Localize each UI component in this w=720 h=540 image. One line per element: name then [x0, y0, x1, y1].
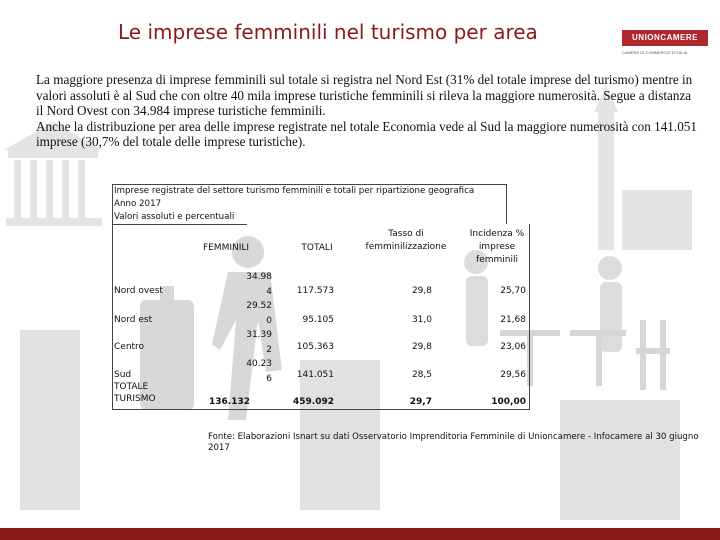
row-tasso: 28,5 [411, 370, 432, 380]
table-caption-line-2: Anno 2017 [114, 199, 162, 209]
table-caption-line-3: Valori assoluti e percentuali [114, 212, 235, 222]
total-row-label: TOTALE TURISMO [114, 382, 156, 404]
row-totali: 117.573 [296, 286, 334, 296]
header-femminili: FEMMINILI [202, 243, 250, 253]
femminili-fragment: 4 [266, 286, 272, 297]
intro-paragraph-2: Anche la distribuzione per area delle imprese registrate nel totale Economia vede al Sud la maggiore numerosità con 141.051 imprese (30,7% del totale delle imprese turistiche). [36, 118, 697, 149]
row-area-label: Nord ovest [114, 286, 163, 296]
row-totali: 105.363 [296, 342, 334, 352]
total-tasso: 29,7 [409, 397, 432, 407]
slide-title: Le imprese femminili nel turismo per area [118, 20, 538, 44]
total-incidenza: 100,00 [491, 397, 526, 407]
row-incidenza: 21,68 [500, 315, 526, 325]
femminili-fragment: 31.39 [246, 330, 272, 340]
row-totali: 95.105 [302, 315, 334, 325]
table-left-border [112, 184, 113, 410]
row-incidenza: 25,70 [500, 286, 526, 296]
caption-right-border [506, 184, 507, 224]
femminili-fragment: 2 [266, 344, 272, 355]
header-incidenza: Incidenza % imprese femminili [469, 229, 525, 265]
table-right-border [529, 224, 530, 410]
total-femminili: 136.132 [209, 397, 250, 407]
row-incidenza: 29,56 [500, 370, 526, 380]
row-tasso: 29,8 [411, 342, 432, 352]
row-tasso: 29,8 [411, 286, 432, 296]
row-area-label: Centro [114, 342, 145, 352]
row-area-label: Sud [114, 370, 132, 380]
header-totali: TOTALI [301, 243, 333, 253]
femminili-fragment: 40.23 [246, 359, 272, 369]
source-note: Fonte: Elaborazioni Isnart su dati Osservatorio Imprenditoria Femminile di Unioncamere - Infocamere al 30 giugno 2017 [208, 432, 699, 453]
femminili-fragment: 6 [266, 373, 272, 384]
logo-tagline: CAMERE DI COMMERCIO D'ITALIA [622, 50, 688, 55]
table-top-border [112, 184, 506, 185]
unioncamere-logo [612, 26, 717, 66]
row-area-label: Nord est [114, 315, 153, 325]
row-incidenza: 23,06 [500, 342, 526, 352]
intro-paragraph-1: La maggiore presenza di imprese femminili sul totale si registra nel Nord Est (31% del totale imprese del turismo) mentre in valori assoluti è al Sud che con oltre 40 mila imprese turistiche femminili si rileva la maggiore numerosità. Segue a distanza il Nord Ovest con 34.984 imprese turistiche femminili. [36, 72, 693, 118]
row-totali: 141.051 [296, 370, 334, 380]
table-caption-line-1: Imprese registrate del settore turismo femminili e totali per ripartizione geografica [114, 186, 475, 196]
data-table [112, 184, 530, 410]
femminili-column-values [232, 270, 272, 386]
femminili-fragment: 0 [266, 315, 272, 326]
footer-bar [0, 528, 720, 540]
table-bottom-border [112, 409, 530, 410]
total-totali: 459.092 [293, 397, 334, 407]
intro-text [36, 72, 698, 150]
row-tasso: 31,0 [411, 315, 432, 325]
caption-divider [112, 224, 247, 225]
femminili-fragment: 34.98 [246, 272, 272, 282]
header-tasso: Tasso di femminilizzazione [365, 229, 447, 252]
logo-wordmark: UNIONCAMERE [622, 30, 708, 46]
femminili-fragment: 29.52 [246, 301, 272, 311]
